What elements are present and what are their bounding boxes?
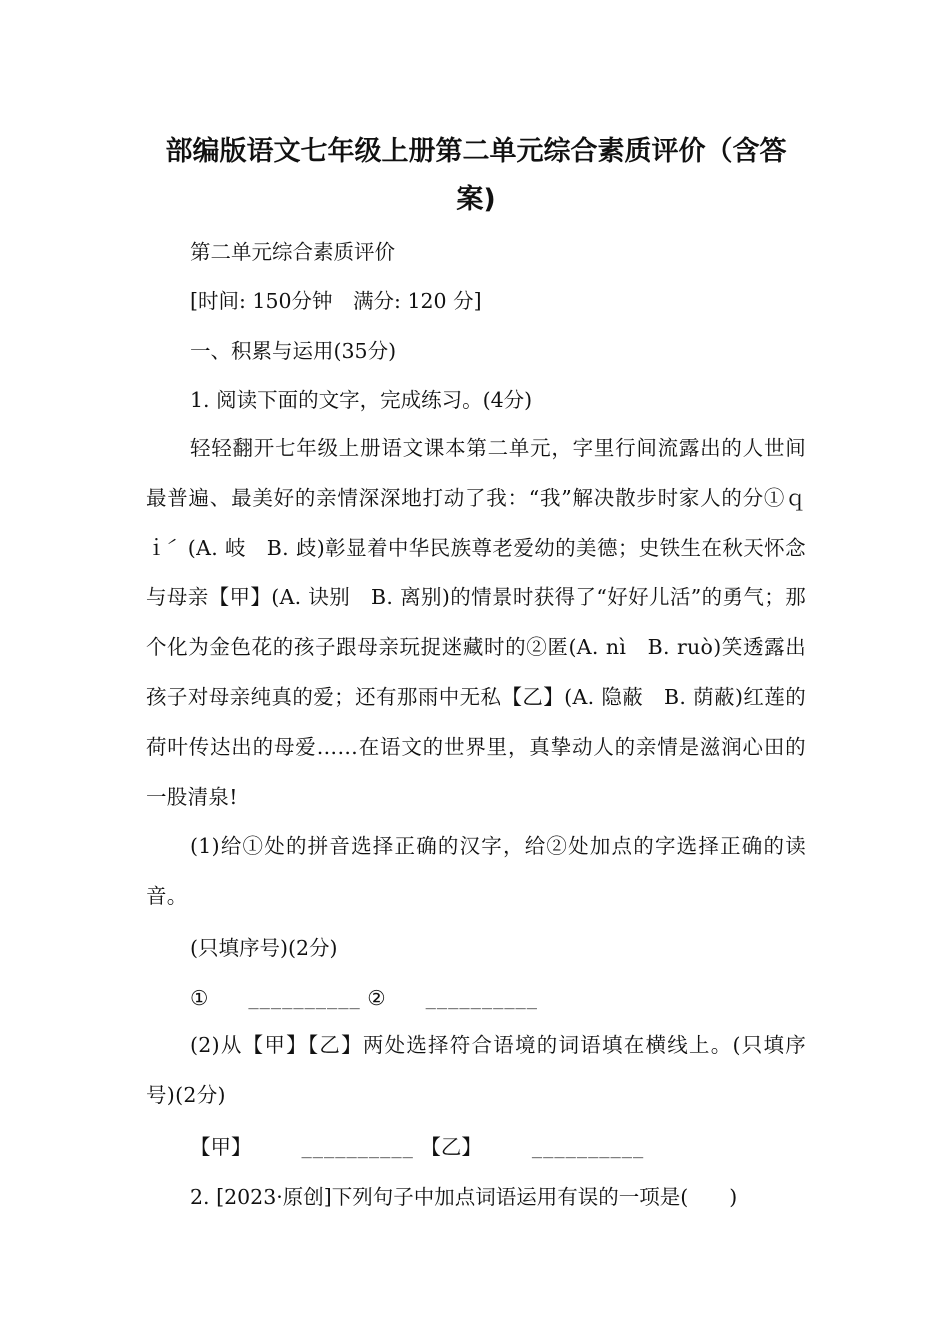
title-line-2: 案) [456,184,496,215]
time-info: [时间: 150分钟 满分: 120 分] [190,289,482,313]
question-1-1: (1)给①处的拼音选择正确的汉字，给②处加点的字选择正确的读音。 [146,834,806,908]
question-1-1-note: (只填序号)(2分) [190,936,338,960]
answer-blank-2[interactable]: __________ [425,990,539,1010]
question-1: 1. 阅读下面的文字，完成练习。(4分) [190,388,533,412]
section-heading: 第二单元综合素质评价 [190,240,395,264]
answer-blank-1[interactable]: __________ [248,990,361,1010]
blank-mark-yi: 【乙】 [420,1135,482,1159]
answer-blank-yi[interactable]: __________ [531,1139,645,1159]
answer-blank-jia[interactable]: __________ [301,1139,414,1159]
question-2: 2. [2023·原创]下列句子中加点词语运用有误的一项是( ) [190,1185,738,1209]
blank-mark-jia: 【甲】 [190,1135,252,1159]
blank-mark-2: ② [367,986,386,1010]
title-line-1: 部编版语文七年级上册第二单元综合素质评价（含答 [165,136,787,167]
blank-mark-1: ① [190,986,209,1010]
document-title [146,128,806,224]
question-1-2: (2)从【甲】【乙】两处选择符合语境的词语填在横线上。(只填序号)(2分) [146,1033,806,1107]
section-one-heading: 一、积累与运用(35分) [190,339,397,363]
reading-passage: 轻轻翻开七年级上册语文课本第二单元，字里行间流露出的人世间最普遍、最美好的亲情深深地打动了我：“我”解决散步时家人的分①ｑｉ́ (A. 岐 B. 歧)彰显着中华民族尊老爱幼的美德；史铁生在秋天怀念与母亲【甲】(A. 诀别 B. 离别)的情景时获得了“好好儿活”的勇气；那个化为金色花的孩子跟母亲玩捉迷藏时的②匿(A. nì B. ruò)笑透露出孩子对母亲纯真的爱；还有那雨中无私【乙】(A. 隐蔽 B. 荫蔽)红莲的荷叶传达出的母爱……在语文的世界里，真挚动人的亲情是滋润心田的一股清泉! [146,436,806,809]
question-1-2-answer-row [190,1133,806,1163]
question-1-1-answer-row [190,984,806,1014]
